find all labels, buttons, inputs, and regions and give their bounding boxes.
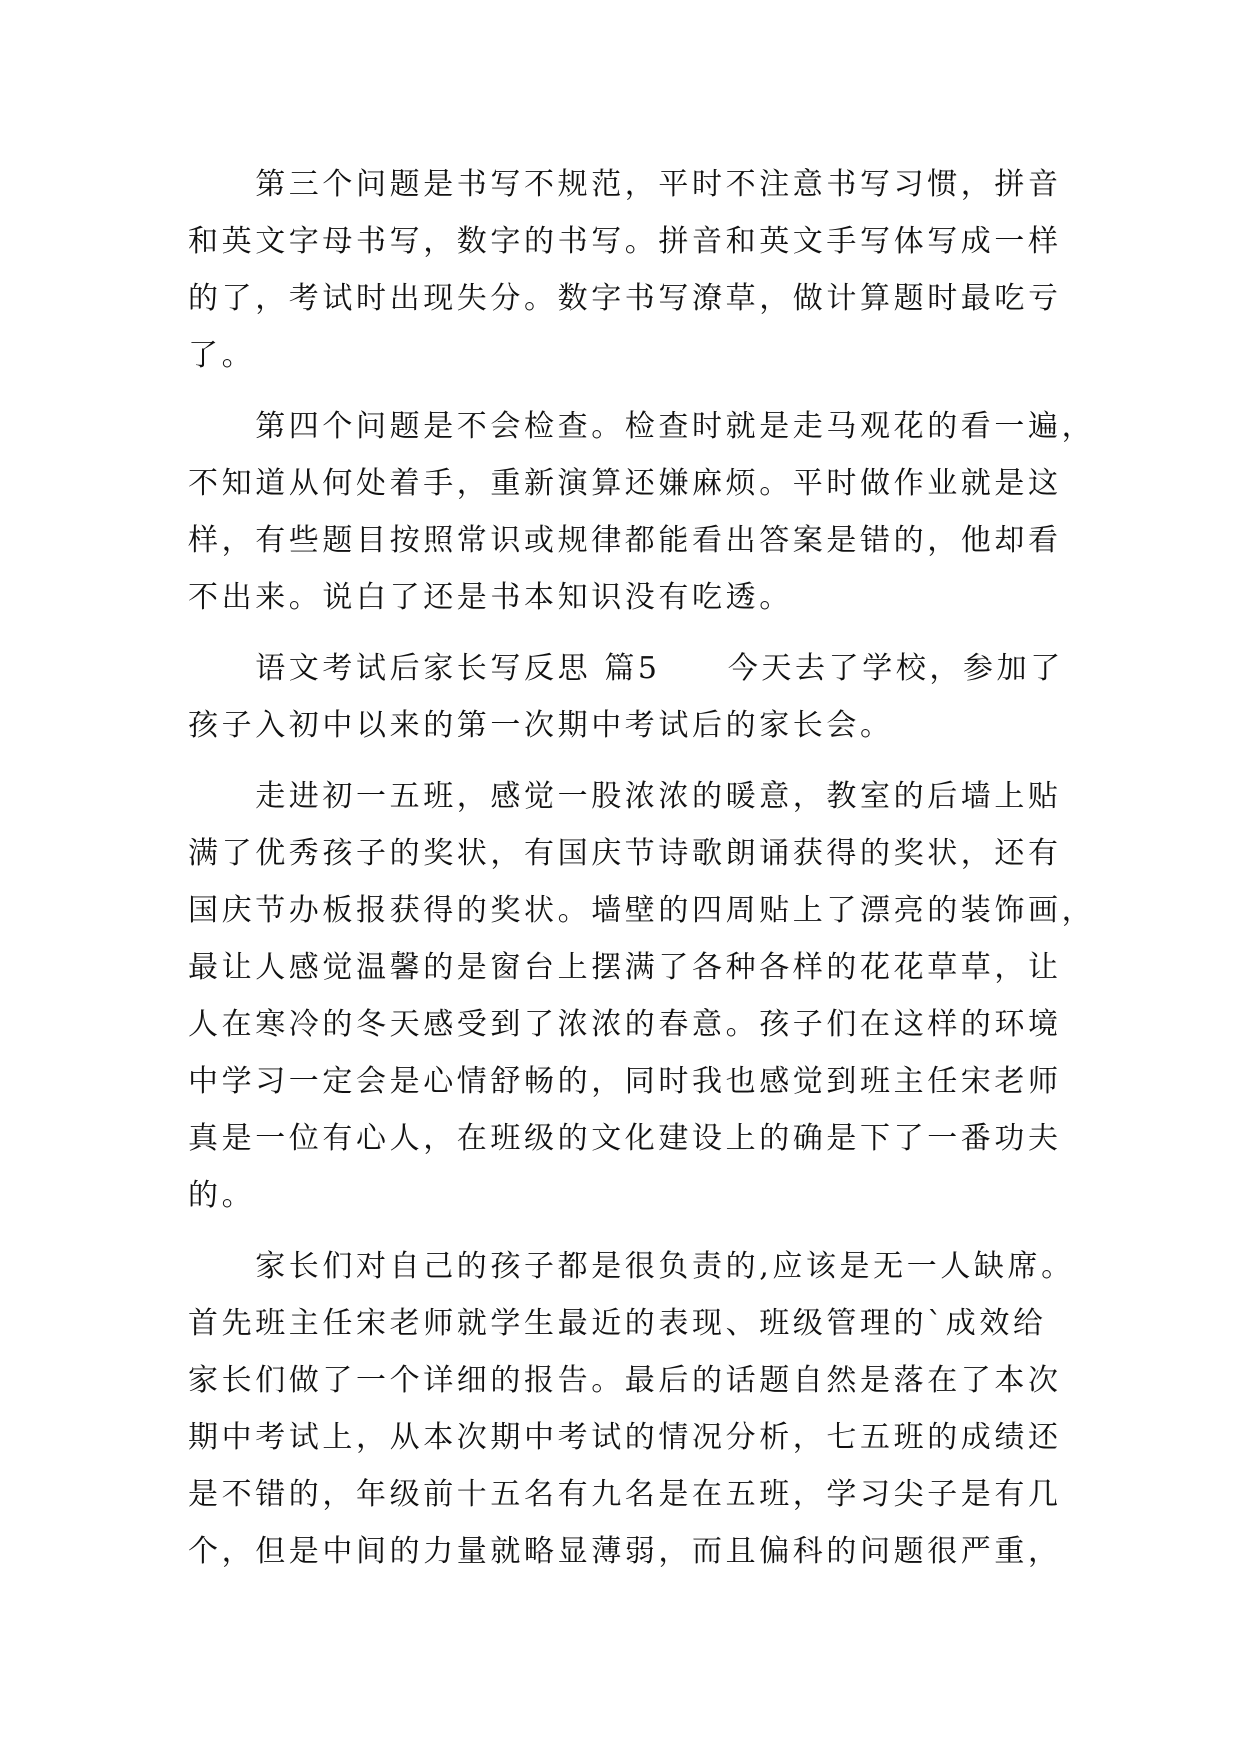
text-line: 人在寒冷的冬天感受到了浓浓的春意。孩子们在这样的环境 (188, 1007, 1062, 1042)
text-line: 家长们对自己的孩子都是很负责的,应该是无一人缺席。 (188, 1249, 1075, 1284)
paragraph-fourth-problem (188, 398, 1096, 626)
document-body (188, 156, 1096, 1580)
text-line: 的。 (188, 1178, 256, 1213)
text-line: 走进初一五班，感觉一股浓浓的暖意，教室的后墙上贴 (188, 779, 1062, 814)
text-line: 期中考试上，从本次期中考试的情况分析，七五班的成绩还 (188, 1420, 1062, 1455)
text-line: 是不错的，年级前十五名有九名是在五班，学习尖子是有几 (188, 1477, 1062, 1512)
text-line: 第四个问题是不会检查。检查时就是走马观花的看一遍， (188, 409, 1096, 444)
paragraph-gap (188, 1224, 1058, 1238)
paragraph-gap (188, 384, 1058, 398)
paragraph-third-problem (188, 156, 1062, 384)
paragraph-classroom (188, 768, 1096, 1224)
text-line: 首先班主任宋老师就学生最近的表现、班级管理的`成效给 (188, 1306, 1047, 1341)
text-line: 个，但是中间的力量就略显薄弱，而且偏科的问题很严重， (188, 1534, 1062, 1569)
text-line: 满了优秀孩子的奖状，有国庆节诗歌朗诵获得的奖状，还有 (188, 836, 1062, 871)
paragraph-gap (188, 626, 1058, 640)
text-line: 家长们做了一个详细的报告。最后的话题自然是落在了本次 (188, 1363, 1062, 1398)
text-line: 第三个问题是书写不规范，平时不注意书写习惯，拼音 (188, 167, 1062, 202)
text-line: 和英文字母书写，数字的书写。拼音和英文手写体写成一样 (188, 224, 1062, 259)
text-line: 孩子入初中以来的第一次期中考试后的家长会。 (188, 708, 894, 743)
paragraph-section-5-intro (188, 640, 1064, 754)
text-line: 中学习一定会是心情舒畅的，同时我也感觉到班主任宋老师 (188, 1064, 1062, 1099)
text-line: 国庆节办板报获得的奖状。墙壁的四周贴上了漂亮的装饰画， (188, 893, 1096, 928)
paragraph-gap (188, 754, 1058, 768)
text-line: 最让人感觉温馨的是窗台上摆满了各种各样的花花草草，让 (188, 950, 1062, 985)
paragraph-parents-meeting (188, 1238, 1075, 1580)
text-line: 不知道从何处着手，重新演算还嫌麻烦。平时做作业就是这 (188, 466, 1062, 501)
text-line: 真是一位有心人，在班级的文化建设上的确是下了一番功夫 (188, 1121, 1062, 1156)
text-line: 了。 (188, 338, 256, 373)
text-line: 样，有些题目按照常识或规律都能看出答案是错的，他却看 (188, 523, 1062, 558)
text-line: 语文考试后家长写反思 篇5 今天去了学校，参加了 (188, 651, 1064, 686)
text-line: 不出来。说白了还是书本知识没有吃透。 (188, 580, 793, 615)
text-line: 的了，考试时出现失分。数字书写潦草，做计算题时最吃亏 (188, 281, 1062, 316)
